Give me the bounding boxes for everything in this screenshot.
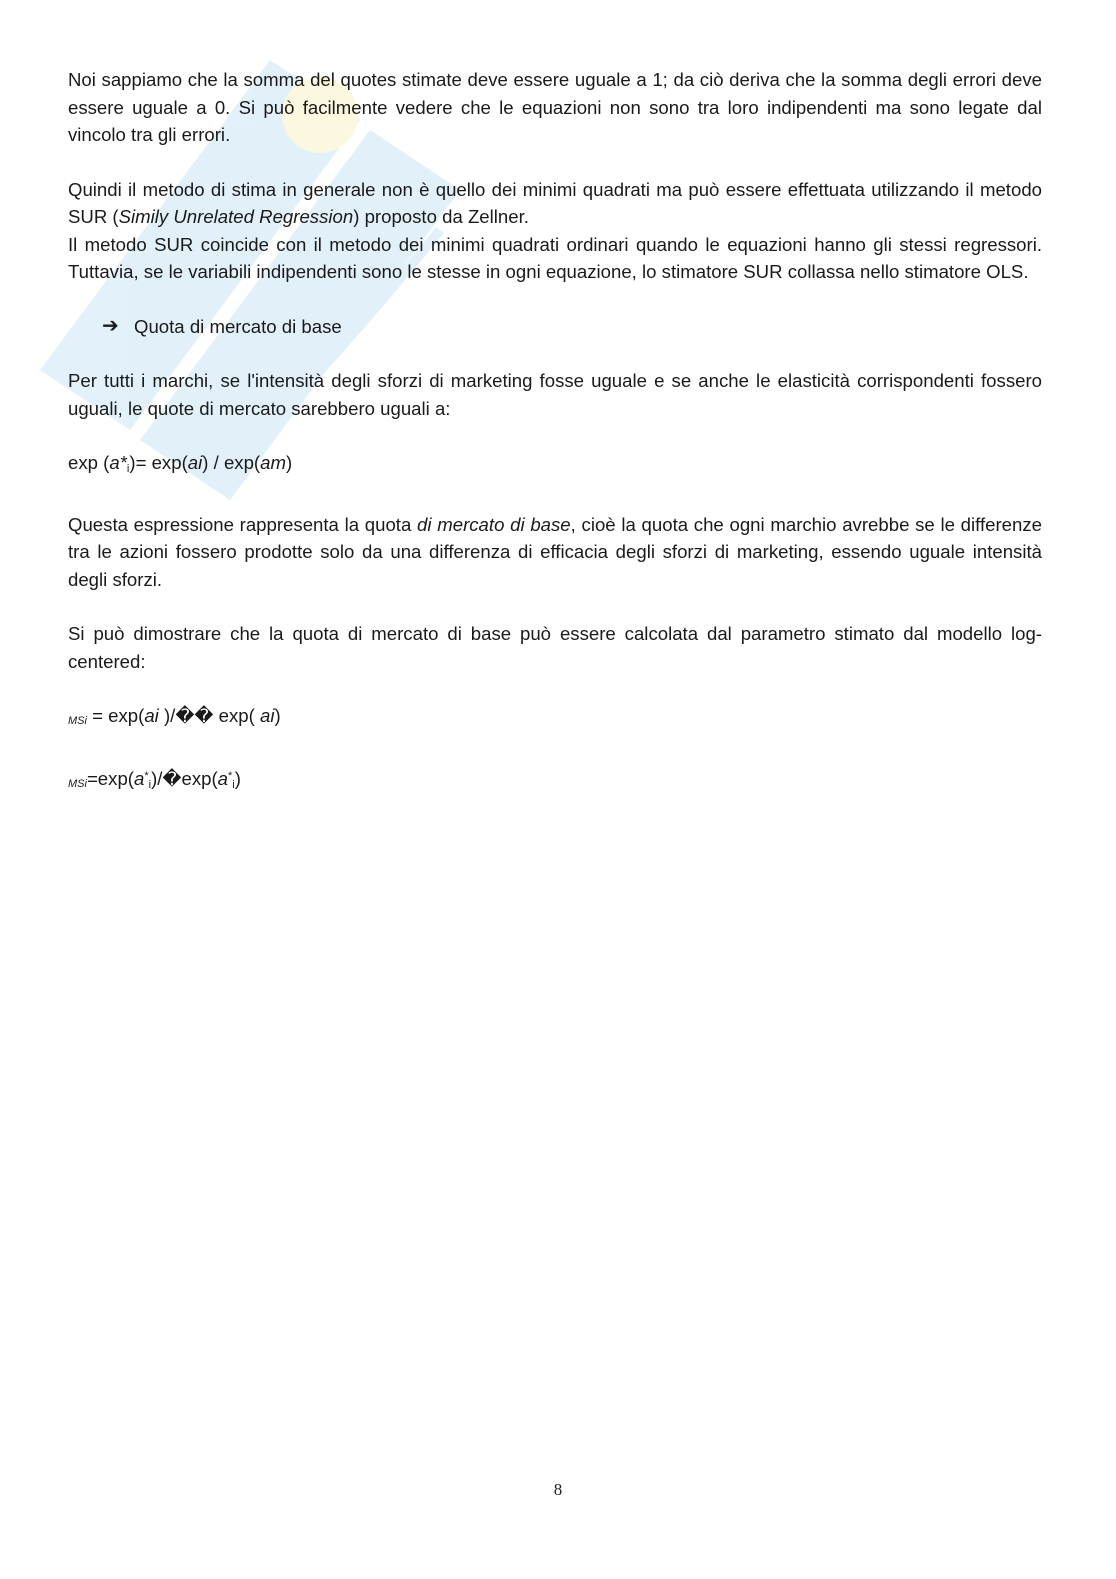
formula3-text2: )/�exp( [151, 767, 218, 789]
document-page [68, 66, 1042, 799]
formula1-end: ) [285, 452, 293, 473]
paragraph-sur-method [68, 176, 1042, 231]
formula3-text3: ) [234, 767, 241, 789]
formula3-star: * [144, 769, 149, 782]
formula1-sub-i: i [126, 463, 130, 475]
formula3-sub-i: i [148, 778, 152, 791]
paragraph-base-share-definition [68, 511, 1042, 594]
formula1-am: am [260, 452, 286, 473]
formula-msi-1 [68, 702, 1042, 736]
formula2-ai2: ai [259, 705, 275, 726]
formula-base-share [68, 449, 1042, 484]
definition-end: , cioè la quota che ogni marchio avrebbe se le differenze tra le azioni fossero prodotte solo da una differenza di efficacia degli sforzi di marketing, essendo uguale intensità degli sforzi. [68, 513, 1042, 590]
definition-start: Questa espressione rappresenta la quota [68, 513, 418, 535]
formula1-prefix: exp ( [68, 452, 110, 473]
definition-italic: di mercato di base [417, 513, 571, 535]
formula3-text1: =exp( [86, 767, 134, 789]
arrow-right-icon: ➔ [102, 314, 119, 337]
paragraph-errors: Noi sappiamo che la somma del quotes stimate deve essere uguale a 1; da ciò deriva che la somma degli errori deve essere uguale a 0. Si può facilmente vedere che le equazioni non sono tra loro indipendenti ma sono legate dal vincolo tra gli errori. [68, 69, 1042, 145]
bullet-label: Quota di mercato di base [134, 315, 342, 337]
sur-text-end: ) proposto da Zellner. [353, 206, 529, 227]
formula3-a2: a [217, 767, 229, 789]
formula2-text2: )/�� exp( [158, 705, 260, 726]
page-number: 8 [553, 1480, 563, 1499]
formula1-mid: )= exp( [129, 452, 188, 473]
paragraph-log-centered: Si può dimostrare che la quota di mercato di base può essere calcolata dal parametro stimato dal modello log-centered: [68, 623, 1042, 672]
formula1-ai: ai [187, 452, 203, 473]
formula3-ms: MSi [68, 777, 87, 790]
sur-text-start: Quindi il metodo di stima in generale non è quello dei minimi quadrati ma può essere effettuata utilizzando il metodo SUR ( [68, 178, 1042, 227]
formula3-sub-i2: i [232, 778, 235, 791]
paragraph-equal-shares: Per tutti i marchi, se l'intensità degli sforzi di marketing fosse uguale e se anche le elasticità corrispondenti fossero uguali, le quote di mercato sarebbero uguali a: [68, 370, 1042, 419]
formula3-a: a [133, 767, 145, 789]
formula2-text1: = exp( [86, 705, 145, 726]
paragraph-sur-ols: Il metodo SUR coincide con il metodo dei minimi quadrati ordinari quando le equazioni hanno gli stessi regressori. Tuttavia, se le variabili indipendenti sono le stesse in ogni equazione, lo stimatore SUR collassa nello stimatore OLS. [68, 233, 1042, 282]
formula2-ai: ai [144, 705, 159, 726]
formula1-mid2: ) / exp( [202, 452, 261, 473]
formula1-a-star: a* [109, 452, 127, 473]
formula-msi-2 [68, 763, 1042, 800]
formula3-star2: * [228, 769, 233, 782]
formula2-text3: ) [274, 705, 281, 726]
formula2-ms: MSi [68, 715, 87, 727]
sur-acronym-expansion: Simily Unrelated Regression [118, 206, 354, 227]
bullet-base-share [68, 313, 1042, 341]
